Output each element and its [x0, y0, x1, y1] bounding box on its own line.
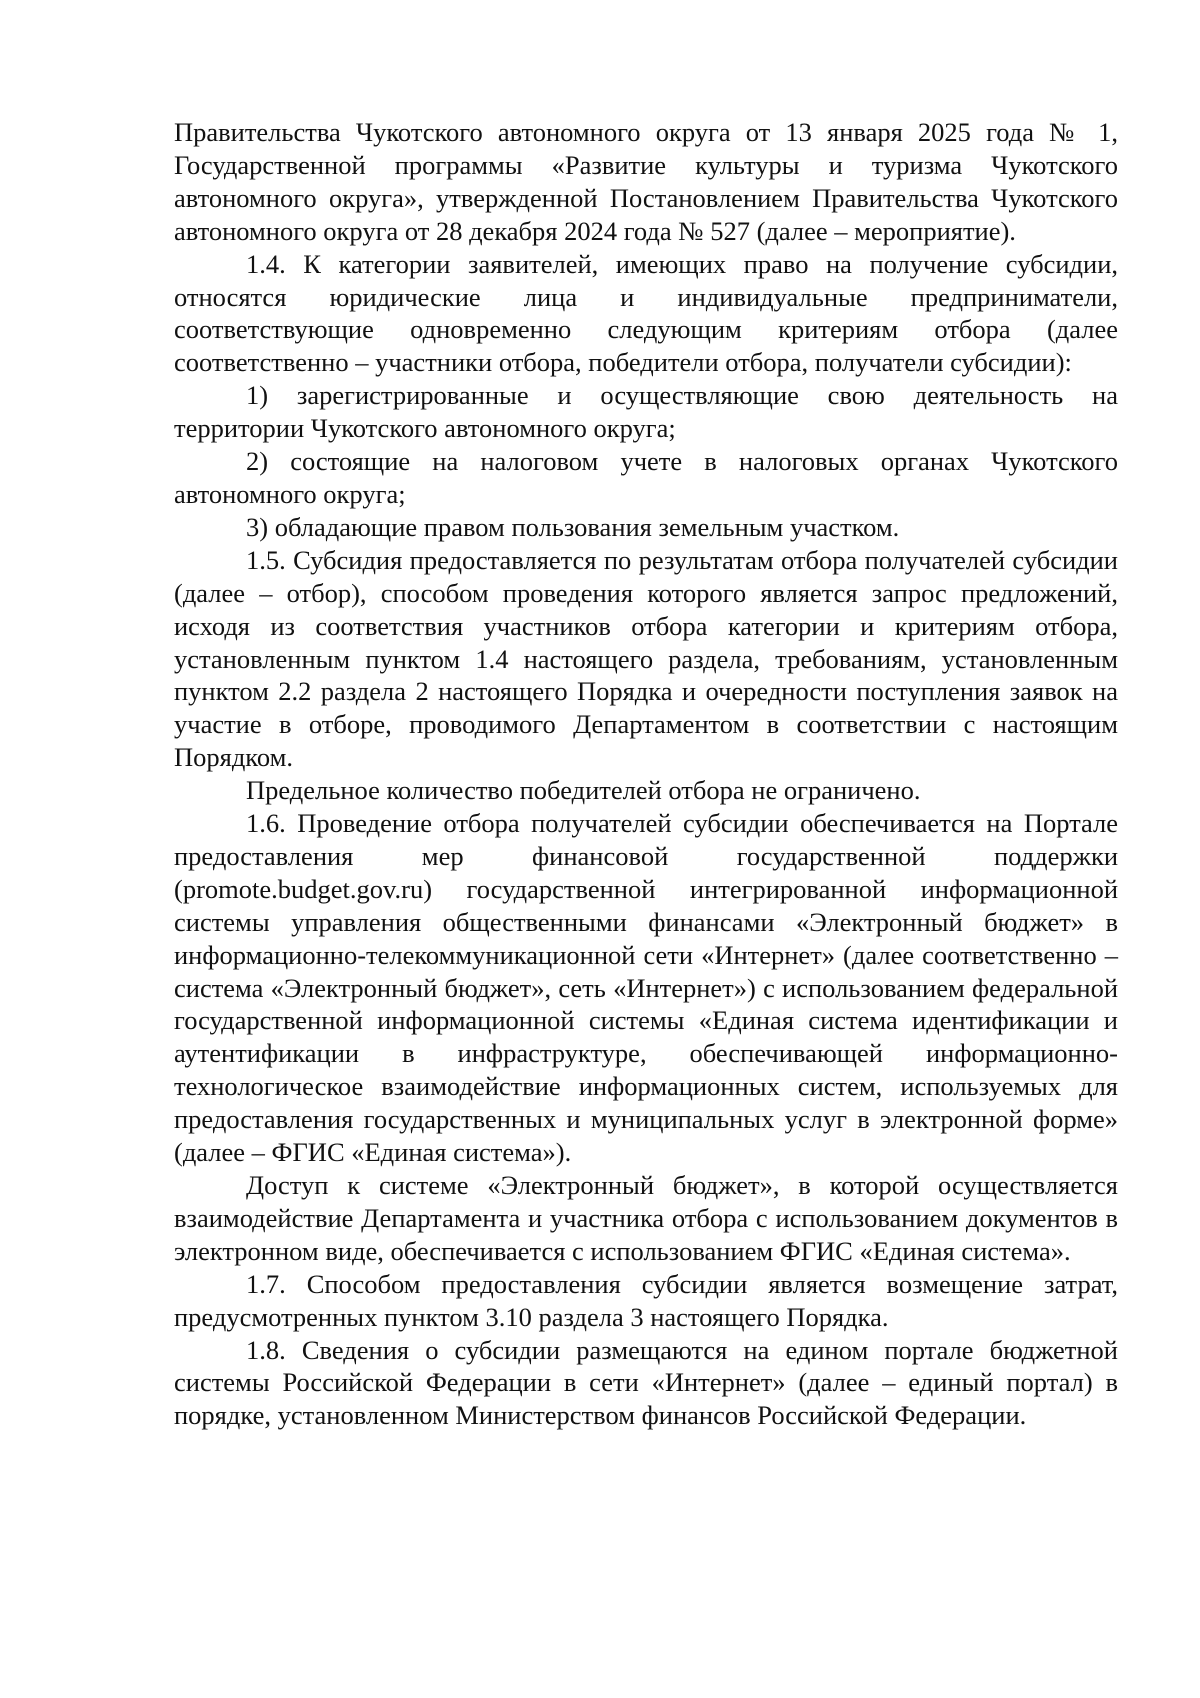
- document-page: [174, 116, 1118, 1432]
- paragraph-criterion-1: 1) зарегистрированные и осуществляющие свою деятельность на территории Чукотского автономного округа;: [174, 380, 1118, 444]
- paragraph-1-4: 1.4. К категории заявителей, имеющих право на получение субсидии, относятся юридические лица и индивидуальные предприниматели, соответствующие одновременно следующим критериям отбора (далее соответственно – участники отбора, победители отбора, получатели субсидии):: [174, 248, 1118, 378]
- paragraph-1-5: 1.5. Субсидия предоставляется по результатам отбора получателей субсидии (далее – отбор), способом проведения которого является запрос предложений, исходя из соответствия участников отбора категории и критериям отбора, установленным пунктом 1.4 настоящего раздела, требованиям, установленным пунктом 2.2 раздела 2 настоящего Порядка и очередности поступления заявок на участие в отборе, проводимого Департаментом в соответствии с настоящим Порядком.: [174, 544, 1118, 773]
- paragraph-winners-limit: Предельное количество победителей отбора не ограничено.: [246, 775, 921, 806]
- paragraph-access: Доступ к системе «Электронный бюджет», в которой осуществляется взаимодействие Департамента и участника отбора с использованием документов в электронном виде, обеспечивается с использованием ФГИС «Единая система».: [174, 1170, 1118, 1266]
- paragraph-1-6: 1.6. Проведение отбора получателей субсидии обеспечивается на Портале предоставления мер финансовой государственной поддержки (promote.budget.gov.ru) государственной интегрированной информационной системы управления общественными финансами «Электронный бюджет» в информационно-телекоммуникационной сети «Интернет» (далее соответственно – система «Электронный бюджет», сеть «Интернет») с использованием федеральной государственной информационной системы «Единая система идентификации и аутентификации в инфраструктуре, обеспечивающей информационно-технологическое взаимодействие информационных систем, используемых для предоставления государственных и муниципальных услуг в электронной форме» (далее – ФГИС «Единая система»).: [174, 808, 1118, 1168]
- paragraph-1-7: 1.7. Способом предоставления субсидии является возмещение затрат, предусмотренных пунктом 3.10 раздела 3 настоящего Порядка.: [174, 1268, 1118, 1332]
- paragraph-1-8: 1.8. Сведения о субсидии размещаются на едином портале бюджетной системы Российской Федерации в сети «Интернет» (далее – единый портал) в порядке, установленном Министерством финансов Российской Федерации.: [174, 1334, 1118, 1431]
- paragraph-continuation: Правительства Чукотского автономного округа от 13 января 2025 года № 1, Государственной программы «Развитие культуры и туризма Чукотского автономного округа», утвержденной Постановлением Правительства Чукотского автономного округа от 28 декабря 2024 года № 527 (далее – мероприятие).: [174, 117, 1118, 246]
- paragraph-criterion-2: 2) состоящие на налоговом учете в налоговых органах Чукотского автономного округа;: [174, 446, 1118, 509]
- paragraph-criterion-3: 3) обладающие правом пользования земельным участком.: [246, 511, 900, 542]
